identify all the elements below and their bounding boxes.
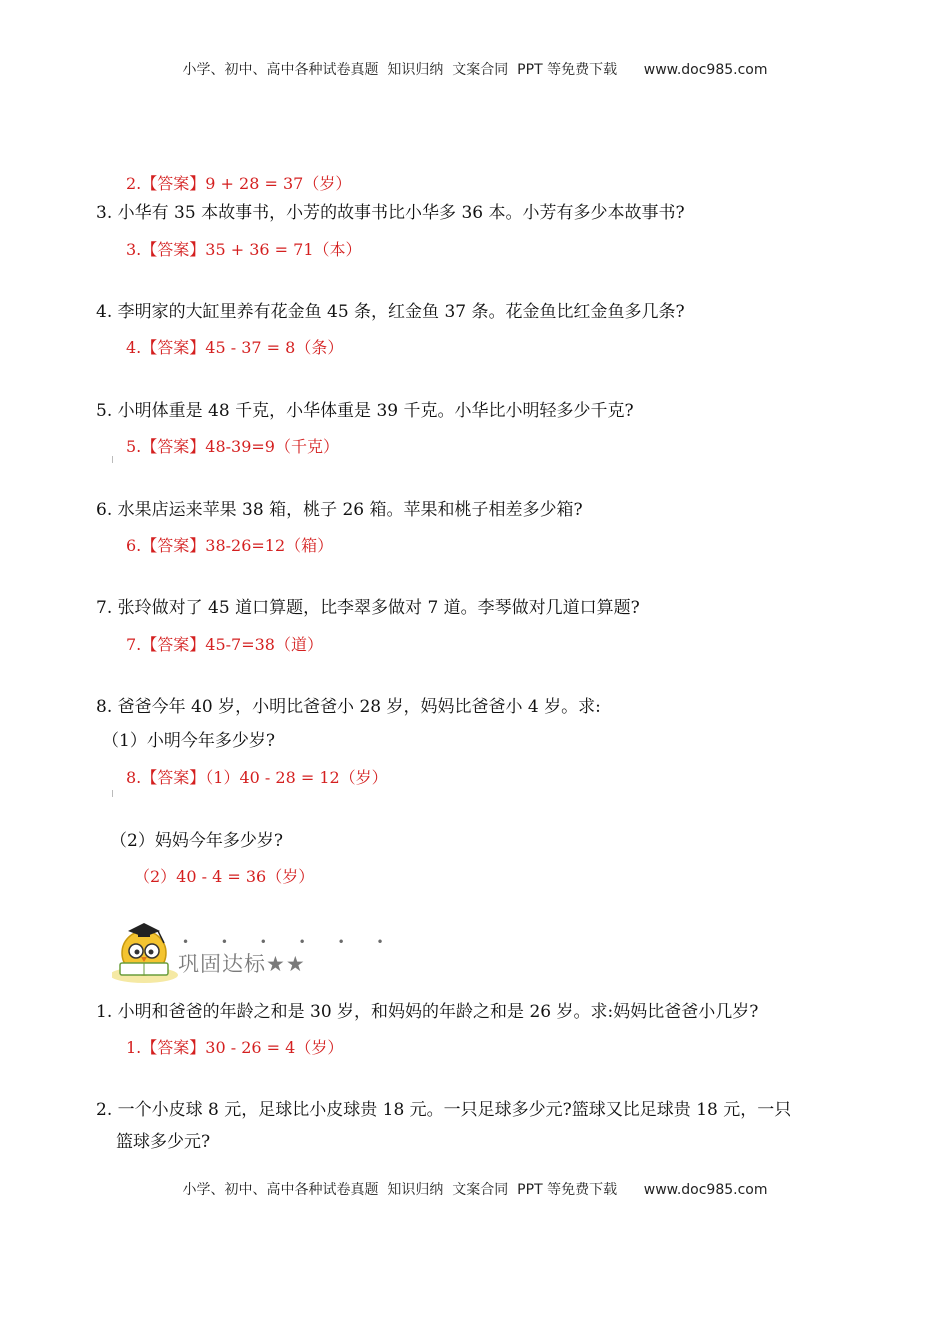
owl-mascot-icon bbox=[112, 915, 180, 983]
answer-8-part-1: 8.【答案】（1）40 - 28 = 12（岁） bbox=[126, 768, 388, 787]
question-6: 6. 水果店运来苹果 38 箱，桃子 26 箱。苹果和桃子相差多少箱? bbox=[96, 500, 583, 520]
exercise-2-question-line-1: 2. 一个小皮球 8 元，足球比小皮球贵 18 元。一只足球多少元?篮球又比足球贵 18 元，一只 bbox=[96, 1100, 792, 1120]
question-3: 3. 小华有 35 本故事书，小芳的故事书比小华多 36 本。小芳有多少本故事书? bbox=[96, 203, 685, 223]
exercise-2-question-line-2: 篮球多少元? bbox=[116, 1132, 211, 1152]
answer-6: 6.【答案】38-26=12（箱） bbox=[126, 536, 334, 555]
margin-mark bbox=[112, 790, 113, 797]
page-footer: 小学、初中、高中各种试卷真题 知识归纳 文案合同 PPT 等免费下载 www.doc985.com bbox=[182, 1182, 768, 1198]
question-8-part-1: （1）小明今年多少岁? bbox=[102, 731, 275, 751]
answer-5: 5.【答案】48-39=9（千克） bbox=[126, 437, 339, 456]
exercise-1-question: 1. 小明和爸爸的年龄之和是 30 岁，和妈妈的年龄之和是 26 岁。求:妈妈比爸爸小几岁? bbox=[96, 1002, 759, 1022]
answer-8-part-2: （2）40 - 4 = 36（岁） bbox=[134, 867, 315, 886]
exercise-1-answer: 1.【答案】30 - 26 = 4（岁） bbox=[126, 1038, 344, 1057]
question-5: 5. 小明体重是 48 千克，小华体重是 39 千克。小华比小明轻多少千克? bbox=[96, 401, 634, 421]
question-8: 8. 爸爸今年 40 岁，小明比爸爸小 28 岁，妈妈比爸爸小 4 岁。求: bbox=[96, 697, 601, 717]
margin-mark bbox=[112, 456, 113, 463]
section-title: 巩固达标★★ bbox=[178, 952, 306, 976]
answer-4: 4.【答案】45 - 37 = 8（条） bbox=[126, 338, 344, 357]
answer-7: 7.【答案】45-7=38（道） bbox=[126, 635, 323, 654]
section-header bbox=[112, 915, 398, 983]
decorative-dots: • • • • • • bbox=[182, 935, 398, 949]
question-4: 4. 李明家的大缸里养有花金鱼 45 条，红金鱼 37 条。花金鱼比红金鱼多几条? bbox=[96, 302, 685, 322]
answer-2: 2.【答案】9 + 28 = 37（岁） bbox=[126, 174, 352, 193]
question-8-part-2: （2）妈妈今年多少岁? bbox=[110, 831, 283, 851]
page-header: 小学、初中、高中各种试卷真题 知识归纳 文案合同 PPT 等免费下载 www.doc985.com bbox=[182, 62, 768, 78]
question-7: 7. 张玲做对了 45 道口算题，比李翠多做对 7 道。李琴做对几道口算题? bbox=[96, 598, 640, 618]
answer-3: 3.【答案】35 + 36 = 71（本） bbox=[126, 240, 362, 259]
